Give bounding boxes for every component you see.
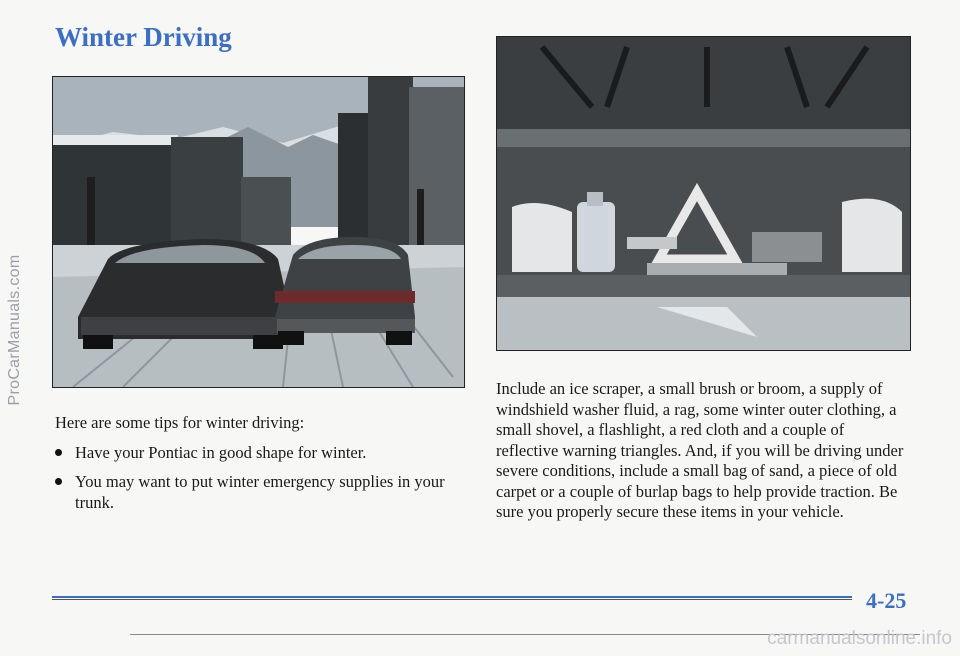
list-item <box>55 442 455 463</box>
trunk-supplies-photo <box>496 36 911 351</box>
supplies-paragraph: Include an ice scraper, a small brush or broom, a supply of windshield washer fluid, a rag, some winter outer clothing, a small shovel, a flashlight, a red cloth and a couple of reflective warning triangles. And, if you will be driving under severe conditions, include a small bag of sand, a piece of old carpet or a couple of burlap bags to help provide traction. Be sure you properly secure these items in your vehicle. <box>496 379 904 521</box>
side-watermark-text: ProCarManuals.com <box>6 254 23 406</box>
tips-list <box>55 442 455 513</box>
tips-section <box>55 412 455 521</box>
winter-street-photo <box>52 76 465 388</box>
list-item-text: Have your Pontiac in good shape for winter. <box>75 443 367 462</box>
footer-rule <box>52 596 852 598</box>
bullet-dot-icon <box>55 478 62 485</box>
list-item-text: You may want to put winter emergency supplies in your trunk. <box>75 472 445 512</box>
page-title: Winter Driving <box>55 22 232 52</box>
list-item <box>55 471 455 513</box>
side-watermark <box>2 150 28 510</box>
page-number: 4-25 <box>866 588 907 613</box>
footer-rule-dark <box>52 599 852 600</box>
bullet-dot-icon <box>55 449 62 456</box>
tips-intro: Here are some tips for winter driving: <box>55 413 305 432</box>
bottom-watermark: carmanualsonline.info <box>767 628 952 649</box>
